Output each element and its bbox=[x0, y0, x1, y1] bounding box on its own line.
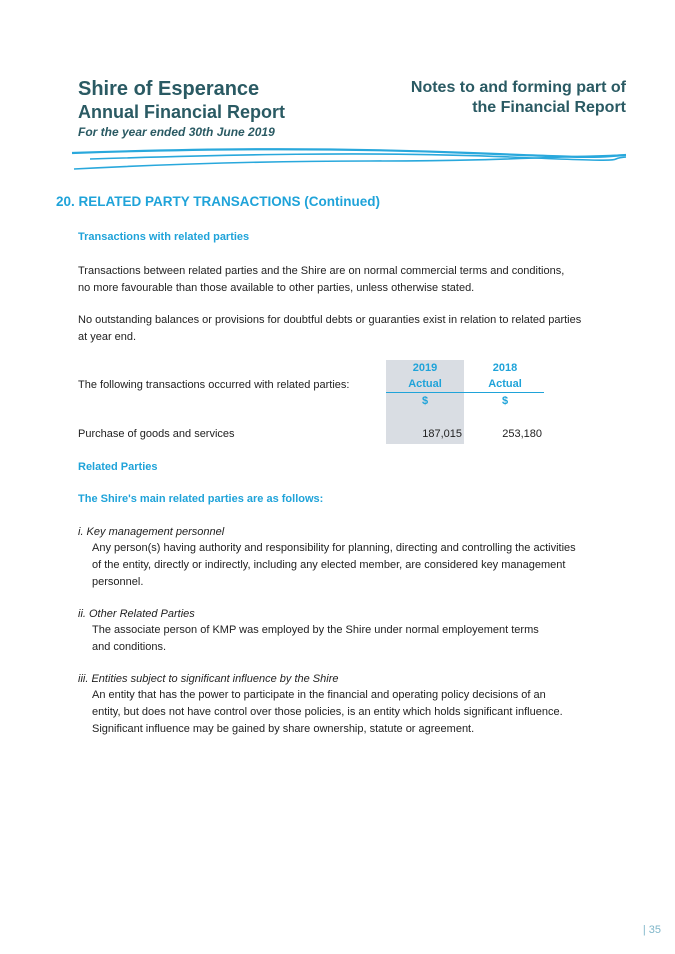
related-item-title: i. Key management personnel bbox=[78, 526, 225, 538]
related-item-line: of the entity, directly or indirectly, including any elected member, are considered key management bbox=[92, 559, 566, 571]
notes-heading-line1: Notes to and forming part of bbox=[410, 79, 626, 96]
related-item-line: An entity that has the power to participate in the financial and operating policy decisions of an bbox=[92, 689, 546, 701]
notes-heading bbox=[326, 78, 626, 118]
section-title: 20. RELATED PARTY TRANSACTIONS (Continued) bbox=[56, 194, 380, 209]
table-header-rule bbox=[386, 392, 544, 393]
related-item-title: ii. Other Related Parties bbox=[78, 608, 195, 620]
related-item-line: Significant influence may be gained by share ownership, statute or agreement. bbox=[92, 723, 475, 735]
related-item-body bbox=[92, 687, 563, 738]
header-swoosh-decoration bbox=[70, 145, 630, 175]
related-parties-subheading: The Shire's main related parties are as follows: bbox=[78, 493, 324, 505]
table-intro: The following transactions occurred with related parties: bbox=[78, 379, 350, 391]
page-number: | 35 bbox=[642, 924, 661, 936]
row-value-2019: 187,015 bbox=[422, 428, 462, 440]
report-name: Annual Financial Report bbox=[78, 102, 286, 122]
related-item-body bbox=[92, 622, 539, 656]
related-item-title: iii. Entities subject to significant influence by the Shire bbox=[78, 673, 339, 685]
related-item-line: entity, but does not have control over those policies, is an entity which holds significant influence. bbox=[92, 706, 563, 718]
related-item-body bbox=[92, 540, 576, 591]
related-item-line: Any person(s) having authority and responsibility for planning, directing and controlling the activities bbox=[92, 542, 576, 554]
transactions-subheading: Transactions with related parties bbox=[78, 231, 250, 243]
column-2019-unit: $ bbox=[421, 395, 429, 407]
paragraph-balances-line1: No outstanding balances or provisions for doubtful debts or guaranties exist in relation to related parties bbox=[78, 314, 582, 326]
paragraph-terms-line2: no more favourable than those available to other parties, unless otherwise stated. bbox=[78, 282, 475, 294]
paragraph-terms-line1: Transactions between related parties and the Shire are on normal commercial terms and conditions, bbox=[78, 265, 565, 277]
notes-heading-line2: the Financial Report bbox=[472, 99, 626, 116]
column-2019-label: Actual bbox=[408, 378, 442, 390]
paragraph-balances-line2: at year end. bbox=[78, 331, 137, 343]
column-2018-year: 2018 bbox=[492, 362, 518, 374]
paragraph-balances bbox=[78, 312, 581, 346]
paragraph-terms bbox=[78, 263, 564, 297]
related-item-line: The associate person of KMP was employed by the Shire under normal employement terms bbox=[92, 624, 539, 636]
column-2019-year: 2019 bbox=[412, 362, 438, 374]
related-item-other bbox=[78, 608, 539, 656]
related-item-line: and conditions. bbox=[92, 641, 166, 653]
column-2018-label: Actual bbox=[488, 378, 522, 390]
row-label-purchases: Purchase of goods and services bbox=[78, 428, 235, 440]
org-name: Shire of Esperance bbox=[78, 78, 260, 100]
related-item-entities bbox=[78, 673, 563, 738]
row-value-2018: 253,180 bbox=[502, 428, 542, 440]
related-item-kmp bbox=[78, 526, 576, 591]
report-period: For the year ended 30th June 2019 bbox=[78, 125, 275, 139]
related-item-line: personnel. bbox=[92, 576, 144, 588]
column-2018-unit: $ bbox=[501, 395, 509, 407]
related-parties-heading: Related Parties bbox=[78, 461, 158, 473]
